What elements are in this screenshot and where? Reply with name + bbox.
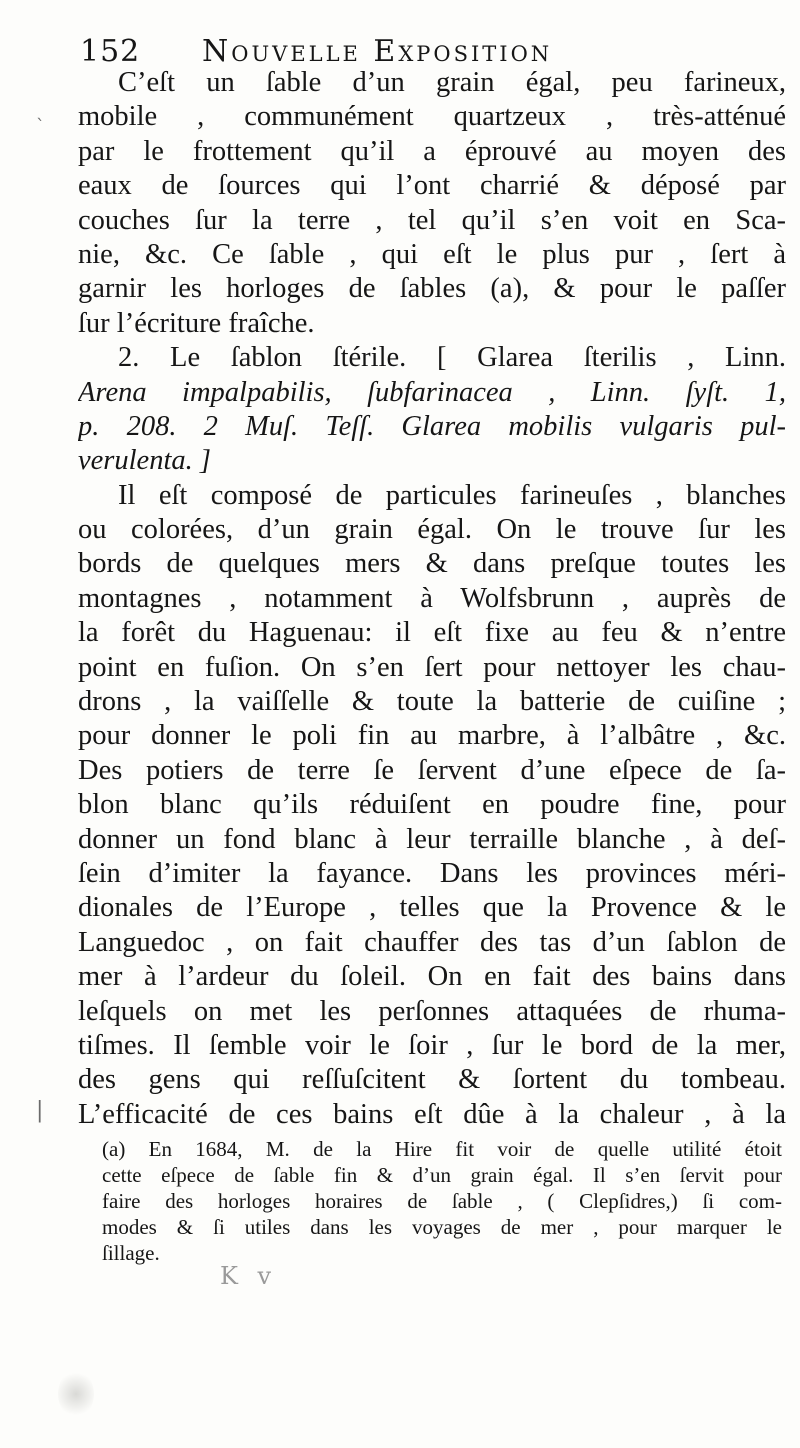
text-line: pour donner le poli fin au marbre, à l’albâtre , &c.: [78, 720, 786, 752]
text-line: mer à l’ardeur du ſoleil. On en fait des bains dans: [78, 961, 786, 993]
text-line: L’efficacité de ces bains eſt dûe à la chaleur , à la: [78, 1098, 786, 1130]
footnote-line: faire des horloges horaires de ſable , ( Clepſidres,) ſi com-: [102, 1189, 782, 1213]
running-title: Nouvelle Exposition: [202, 34, 553, 69]
footnote-line: cette eſpece de ſable fin & d’un grain égal. Il s’en ſervit pour: [102, 1163, 782, 1187]
text-line: garnir les horloges de ſables (a), & pour le paſſer: [78, 273, 786, 305]
text-line: la forêt du Haguenau: il eſt fixe au feu & n’entre: [78, 617, 786, 649]
footnote-line: (a) En 1684, M. de la Hire fit voir de quelle utilité étoit: [102, 1137, 782, 1161]
margin-mark: |: [36, 1098, 44, 1123]
text-line: Languedoc , on fait chauffer des tas d’un ſablon de: [78, 926, 786, 958]
text-line: nie, &c. Ce ſable , qui eſt le plus pur , ſert à: [78, 238, 786, 270]
text-line: Des potiers de terre ſe ſervent d’une eſpece de ſa-: [78, 754, 786, 786]
text-line: donner un fond blanc à leur terraille blanche , à deſ-: [78, 823, 786, 855]
page-number: 152: [80, 34, 141, 69]
text-line: bords de quelques mers & dans preſque toutes les: [78, 548, 786, 580]
paper-stain: [58, 1370, 94, 1418]
text-line: ſur l’écriture fraîche.: [78, 307, 315, 339]
text-line: dionales de l’Europe , telles que la Provence & le: [78, 892, 786, 924]
text-line: par le frottement qu’il a éprouvé au moyen des: [78, 135, 786, 167]
text-line: ſein d’imiter la fayance. Dans les provinces méri-: [78, 857, 786, 889]
text-line: 2. Le ſablon ſtérile. [ Glarea ſterilis , Linn.: [118, 342, 786, 374]
text-line: des gens qui reſſuſcitent & ſortent du tombeau.: [78, 1064, 786, 1096]
footnote-line: ſillage.: [102, 1241, 160, 1265]
text-line: p. 208. 2 Muſ. Teſſ. Glarea mobilis vulgaris pul-: [78, 410, 786, 442]
text-line: mobile , communément quartzeux , très-atténué: [78, 101, 786, 133]
text-line: couches ſur la terre , tel qu’il s’en voit en Sca-: [78, 204, 786, 236]
text-line: Il eſt composé de particules farineuſes , blanches: [118, 479, 786, 511]
signature-mark: K v: [220, 1262, 278, 1290]
text-line: leſquels on met les perſonnes attaquées de rhuma-: [78, 995, 786, 1027]
text-line: ou colorées, d’un grain égal. On le trouve ſur les: [78, 514, 786, 546]
text-line: tiſmes. Il ſemble voir le ſoir , ſur le bord de la mer,: [78, 1029, 786, 1061]
text-line: verulenta. ]: [78, 445, 211, 477]
text-line: eaux de ſources qui l’ont charrié & déposé par: [78, 170, 786, 202]
text-line: C’eſt un ſable d’un grain égal, peu farineux,: [118, 67, 786, 98]
text-line: montagnes , notamment à Wolfsbrunn , auprès de: [78, 582, 786, 614]
text-line: Arena impalpabilis, ſubfarinacea , Linn. ſyſt. 1,: [78, 376, 786, 408]
footnote: [102, 1136, 782, 1266]
main-text: [78, 66, 786, 1132]
text-line: blon blanc qu’ils réduiſent en poudre fine, pour: [78, 789, 786, 821]
text-line: point en fuſion. On s’en ſert pour nettoyer les chau-: [78, 651, 786, 683]
text-line: drons , la vaiſſelle & toute la batterie de cuiſine ;: [78, 686, 786, 718]
margin-mark: ˋ: [36, 116, 45, 137]
footnote-line: modes & ſi utiles dans les voyages de mer , pour marquer le: [102, 1215, 782, 1239]
